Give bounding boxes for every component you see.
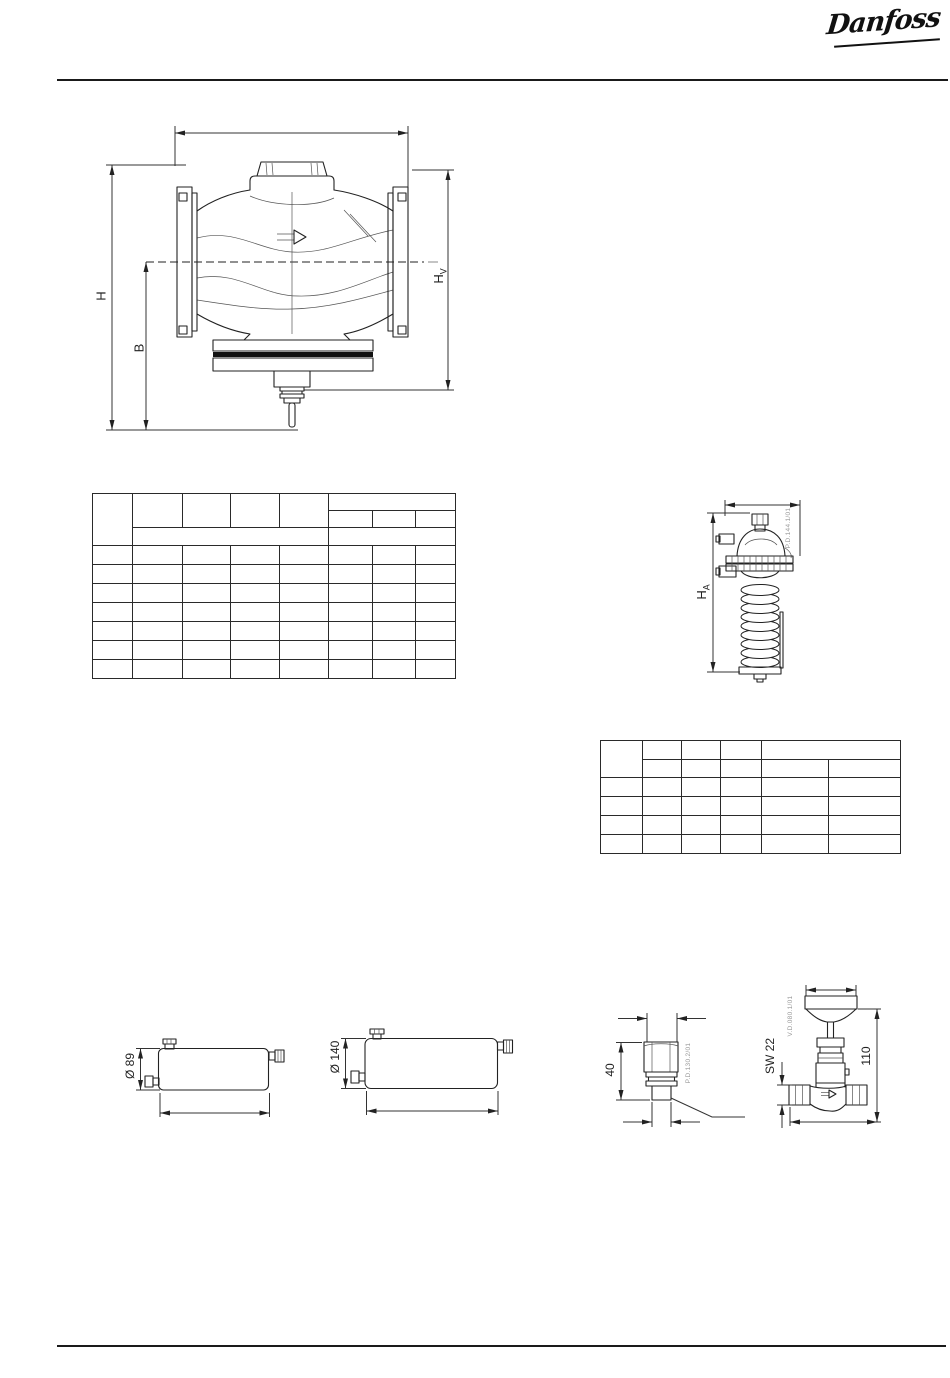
empty-header-cell — [280, 494, 329, 528]
valve-dimensions-table — [92, 493, 456, 679]
empty-cell — [416, 584, 456, 603]
dim-label-ha: $H_A$ — [693, 584, 712, 600]
dim-label-110: 110 — [859, 1046, 873, 1066]
header-row — [93, 528, 456, 546]
empty-cell — [280, 565, 329, 584]
empty-cell — [829, 797, 901, 816]
table-row — [93, 603, 456, 622]
empty-cell — [682, 778, 721, 797]
empty-header-cell — [762, 741, 901, 760]
empty-cell — [93, 660, 133, 679]
flow-arrow — [277, 230, 306, 244]
empty-cell — [829, 835, 901, 854]
empty-cell — [601, 835, 643, 854]
empty-cell — [329, 641, 373, 660]
empty-cell — [133, 546, 183, 565]
actuator-dimensions-table — [600, 740, 901, 854]
empty-cell — [682, 797, 721, 816]
empty-cell — [373, 660, 416, 679]
empty-cell — [280, 660, 329, 679]
empty-cell — [133, 641, 183, 660]
empty-cell — [643, 816, 682, 835]
dim-label-dia140: Ø 140 — [328, 1040, 342, 1074]
empty-header-cell — [183, 494, 231, 528]
header-row — [93, 494, 456, 511]
empty-cell — [183, 584, 231, 603]
empty-cell — [373, 603, 416, 622]
empty-cell — [231, 546, 280, 565]
empty-cell — [601, 778, 643, 797]
empty-cell — [280, 546, 329, 565]
empty-cell — [93, 584, 133, 603]
empty-cell — [183, 565, 231, 584]
empty-header-cell — [682, 760, 721, 778]
empty-cell — [373, 565, 416, 584]
dim-label-40: 40 — [603, 1063, 617, 1077]
empty-cell — [133, 622, 183, 641]
empty-cell — [829, 816, 901, 835]
empty-cell — [183, 641, 231, 660]
empty-cell — [231, 584, 280, 603]
table-row — [93, 565, 456, 584]
empty-cell — [601, 816, 643, 835]
table-row — [601, 816, 901, 835]
dim-label-b: B — [131, 343, 147, 353]
empty-cell — [93, 565, 133, 584]
empty-cell — [373, 641, 416, 660]
empty-cell — [93, 603, 133, 622]
empty-header-cell — [373, 511, 416, 528]
empty-cell — [721, 797, 762, 816]
danfoss-logo: Danfoss — [825, 2, 942, 42]
empty-cell — [643, 797, 682, 816]
empty-cell — [280, 641, 329, 660]
empty-cell — [329, 603, 373, 622]
dim-label-hv: $H_V$ — [430, 268, 449, 284]
empty-cell — [133, 603, 183, 622]
empty-cell — [329, 546, 373, 565]
empty-header-cell — [93, 494, 133, 546]
empty-cell — [329, 584, 373, 603]
empty-cell — [280, 603, 329, 622]
empty-cell — [762, 835, 829, 854]
actuator-ref-code: P.D.144.1/01 — [784, 507, 792, 549]
empty-cell — [93, 622, 133, 641]
empty-header-cell — [601, 741, 643, 778]
empty-header-cell — [329, 494, 456, 511]
empty-cell — [643, 835, 682, 854]
dim-label-dia89: Ø 89 — [123, 1052, 137, 1080]
empty-cell — [183, 603, 231, 622]
empty-cell — [416, 641, 456, 660]
empty-cell — [231, 660, 280, 679]
empty-cell — [601, 797, 643, 816]
empty-cell — [231, 565, 280, 584]
empty-cell — [231, 622, 280, 641]
table-row — [93, 584, 456, 603]
empty-cell — [280, 622, 329, 641]
needle-valve-ref-code: V.D.080.1/01 — [786, 995, 794, 1037]
empty-cell — [762, 778, 829, 797]
empty-cell — [280, 584, 329, 603]
empty-header-cell — [721, 760, 762, 778]
dim-label-h: H — [93, 291, 109, 301]
empty-cell — [373, 622, 416, 641]
dim-label-sw22: SW 22 — [763, 1037, 777, 1075]
empty-header-cell — [416, 511, 456, 528]
empty-cell — [762, 816, 829, 835]
fitting-ref-code: P.D.130.2/01 — [684, 1042, 692, 1084]
empty-cell — [416, 622, 456, 641]
empty-cell — [183, 660, 231, 679]
empty-cell — [329, 622, 373, 641]
empty-cell — [231, 603, 280, 622]
control-valve-drawing — [106, 126, 454, 430]
empty-cell — [416, 660, 456, 679]
empty-cell — [721, 835, 762, 854]
header-row — [601, 741, 901, 760]
tank-89-drawing — [136, 1039, 284, 1117]
empty-cell — [416, 565, 456, 584]
header-row — [601, 760, 901, 778]
empty-cell — [416, 603, 456, 622]
empty-cell — [133, 565, 183, 584]
empty-cell — [762, 797, 829, 816]
empty-header-cell — [643, 760, 682, 778]
empty-cell — [93, 546, 133, 565]
empty-cell — [133, 660, 183, 679]
empty-cell — [643, 778, 682, 797]
empty-header-cell — [133, 494, 183, 528]
table-row — [93, 546, 456, 565]
empty-cell — [329, 565, 373, 584]
table-row — [601, 797, 901, 816]
empty-header-cell — [762, 760, 829, 778]
tank-140-drawing — [341, 1029, 513, 1115]
empty-cell — [231, 641, 280, 660]
empty-cell — [682, 816, 721, 835]
empty-header-cell — [682, 741, 721, 760]
empty-cell — [133, 584, 183, 603]
empty-cell — [682, 835, 721, 854]
table-row — [93, 660, 456, 679]
empty-cell — [721, 778, 762, 797]
empty-header-cell — [329, 511, 373, 528]
empty-header-cell — [133, 528, 329, 546]
table-row — [601, 778, 901, 797]
empty-cell — [329, 660, 373, 679]
empty-cell — [721, 816, 762, 835]
empty-cell — [416, 546, 456, 565]
empty-cell — [183, 622, 231, 641]
fitting-drawing — [616, 1013, 745, 1127]
empty-header-cell — [231, 494, 280, 528]
table-row — [93, 641, 456, 660]
table-row — [93, 622, 456, 641]
empty-header-cell — [329, 528, 456, 546]
empty-cell — [829, 778, 901, 797]
empty-cell — [183, 546, 231, 565]
empty-header-cell — [721, 741, 762, 760]
table-row — [601, 835, 901, 854]
empty-header-cell — [643, 741, 682, 760]
empty-cell — [373, 546, 416, 565]
empty-cell — [373, 584, 416, 603]
empty-header-cell — [829, 760, 901, 778]
empty-cell — [93, 641, 133, 660]
